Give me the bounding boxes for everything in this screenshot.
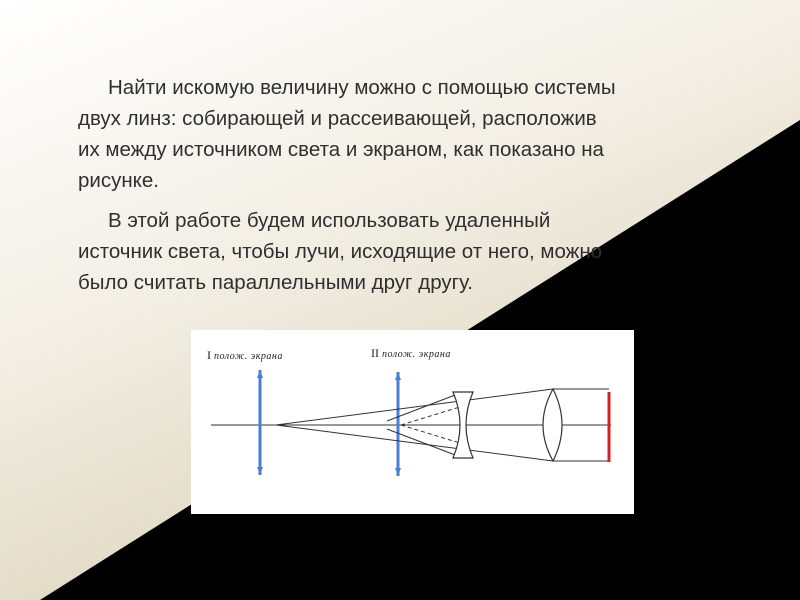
paragraph-1-line: их между источником света и экраном, как показано на: [78, 138, 604, 161]
converging-lens: [543, 389, 562, 461]
screen-position-2-label: [371, 346, 451, 361]
paragraph-2: [78, 205, 758, 298]
screen-position-1-text: полож. экрана: [214, 351, 283, 362]
paragraph-1-line: Найти искомую величину можно с помощью системы: [108, 76, 616, 99]
paragraph-1: [78, 72, 758, 196]
lens-system-diagram: [191, 330, 634, 514]
paragraph-1-line: рисунке.: [78, 169, 159, 192]
screen-position-2-text: полож. экрана: [382, 349, 451, 360]
paragraph-2-line: источник света, чтобы лучи, исходящие от него, можно: [78, 240, 603, 263]
screen-position-1-roman: I: [207, 348, 211, 362]
paragraph-2-line: В этой работе будем использовать удаленный: [108, 209, 551, 232]
paragraph-2-line: было считать параллельными друг другу.: [78, 271, 473, 294]
paragraph-1-line: двух линз: собирающей и рассеивающей, расположив: [78, 107, 597, 130]
screen-position-2-roman: II: [371, 346, 379, 360]
screen-position-1-label: [207, 348, 283, 363]
